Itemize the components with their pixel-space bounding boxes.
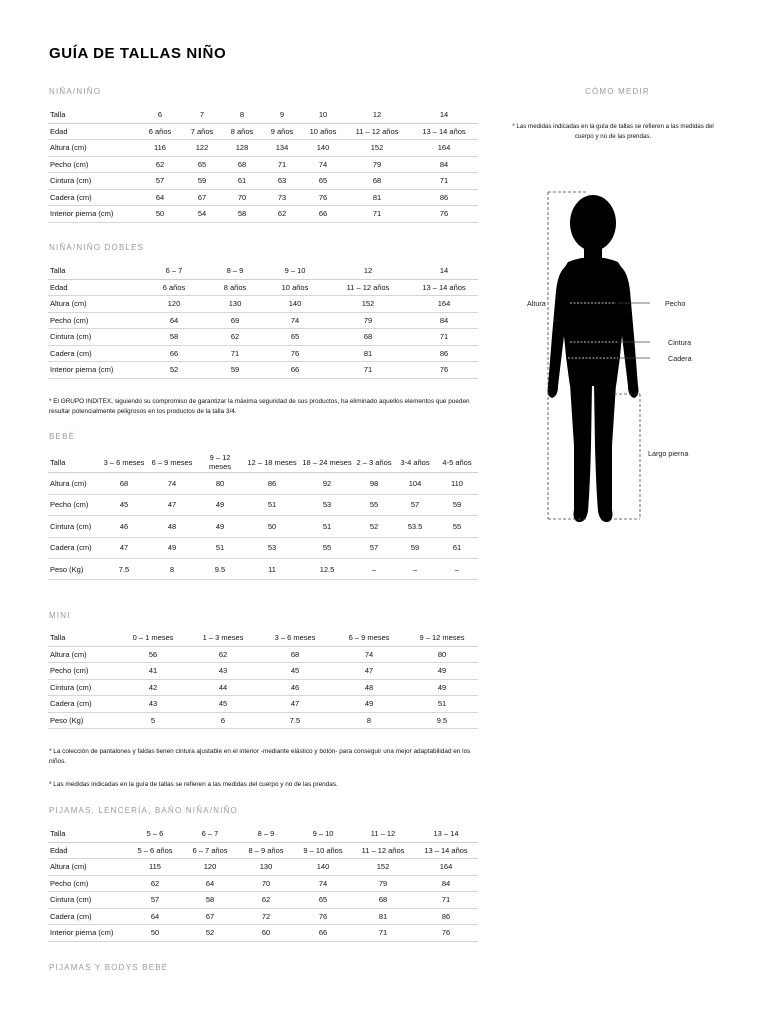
table-cell: 140 (294, 859, 352, 876)
table-row (48, 646, 478, 663)
table-header-row (48, 452, 478, 473)
table-cell: 79 (344, 156, 410, 173)
table-cell: 5 (118, 712, 188, 729)
table-cell: 49 (196, 516, 244, 537)
table-cell: 11 – 12 años (326, 279, 410, 296)
table-cell: 58 (182, 892, 238, 909)
table-cell: 66 (264, 362, 326, 379)
table-cell: 42 (118, 679, 188, 696)
table-cell: 59 (206, 362, 264, 379)
label-cintura: Cintura (668, 338, 692, 347)
table-cell: 92 (300, 473, 354, 494)
label-pecho: Pecho (665, 299, 686, 308)
table-cell: 73 (262, 189, 302, 206)
table-cell: 86 (244, 473, 300, 494)
table-row (48, 679, 478, 696)
table-cell: 11 – 12 años (344, 123, 410, 140)
table-row (48, 156, 478, 173)
note-medidas: * Las medidas indicadas en la guía de tallas se refieren a las medidas del cuerpo y no de las prendas. (49, 781, 338, 788)
table-cell: 7.5 (100, 558, 148, 579)
table-cell: 71 (262, 156, 302, 173)
table-cell: 65 (182, 156, 222, 173)
table-cell: 79 (352, 875, 414, 892)
table-cell: 140 (302, 140, 344, 157)
table-cell: 47 (148, 494, 196, 515)
table-cell: 81 (352, 908, 414, 925)
table-cell: 69 (206, 312, 264, 329)
table-cell: 128 (222, 140, 262, 157)
table-row (48, 189, 478, 206)
table-cell: 76 (410, 362, 478, 379)
table-cell: 49 (406, 663, 478, 680)
row-label: Talla (48, 107, 138, 123)
table-cell: 9.5 (406, 712, 478, 729)
table-cell: 86 (414, 908, 478, 925)
table-cell: 67 (182, 189, 222, 206)
table-cell: 130 (238, 859, 294, 876)
table-cell: 62 (238, 892, 294, 909)
table-cell: 66 (294, 925, 352, 942)
table-cell: 55 (354, 494, 394, 515)
table-cell: 68 (100, 473, 148, 494)
table-cell: 76 (410, 206, 478, 223)
section-title-pijamas-bebe: PIJAMAS Y BODYS BEBÉ (49, 963, 169, 972)
table-cell: 55 (300, 537, 354, 558)
table-cell: 5 – 6 años (128, 842, 182, 859)
table-header-row (48, 263, 478, 279)
table-cell: 152 (352, 859, 414, 876)
row-label: Talla (48, 452, 100, 473)
table-cell: 79 (326, 312, 410, 329)
table-cell: 74 (148, 473, 196, 494)
table-row (48, 516, 478, 537)
table-cell: 47 (258, 696, 332, 713)
table-cell: 98 (354, 473, 394, 494)
table-cell: 64 (182, 875, 238, 892)
table-cell: 122 (182, 140, 222, 157)
table-cell: 51 (406, 696, 478, 713)
table-cell: 52 (142, 362, 206, 379)
note-cintura: * La colección de pantalones y faldas tienen cintura ajustable en el interior -mediante elástico y botón- para conseguir una mejor adaptabilidad en los niños. (49, 748, 471, 765)
table-cell: 7.5 (258, 712, 332, 729)
column-header: 12 (344, 107, 410, 123)
table-cell: 41 (118, 663, 188, 680)
column-header: 0 – 1 meses (118, 630, 188, 646)
table-cell: 140 (264, 296, 326, 313)
column-header: 14 (410, 263, 478, 279)
column-header: 3 – 6 meses (258, 630, 332, 646)
label-cadera: Cadera (668, 354, 692, 363)
table-cell: 11 (244, 558, 300, 579)
table-row (48, 296, 478, 313)
largo-pierna-measure-line (614, 394, 640, 519)
column-header: 6 – 9 meses (332, 630, 406, 646)
column-header: 10 (302, 107, 344, 123)
column-header: 6 – 9 meses (148, 452, 196, 473)
table-cell: 68 (326, 329, 410, 346)
table-cell: 67 (182, 908, 238, 925)
table-cell: 8 (332, 712, 406, 729)
column-header: 1 – 3 meses (188, 630, 258, 646)
table-cell: 13 – 14 años (410, 123, 478, 140)
row-label: Edad (48, 842, 128, 859)
row-label: Altura (cm) (48, 296, 142, 313)
table-row (48, 696, 478, 713)
column-header: 9 – 12 meses (406, 630, 478, 646)
table-cell: 74 (332, 646, 406, 663)
section-title-pijamas: PIJAMAS, LENCERÍA, BAÑO NIÑA/NIÑO (49, 806, 238, 815)
table-cell: 71 (410, 329, 478, 346)
table-cell: 51 (300, 516, 354, 537)
table-cell: 52 (354, 516, 394, 537)
column-header: 12 – 18 meses (244, 452, 300, 473)
table-cell: 57 (354, 537, 394, 558)
table-cell: 63 (262, 173, 302, 190)
row-label: Pecho (cm) (48, 156, 138, 173)
table-row (48, 206, 478, 223)
table-cell: 65 (294, 892, 352, 909)
column-header: 7 (182, 107, 222, 123)
table-cell: 66 (142, 345, 206, 362)
column-header: 9 – 12 meses (196, 452, 244, 473)
table-cell: 50 (128, 925, 182, 942)
table-cell: 65 (264, 329, 326, 346)
table-cell: 72 (238, 908, 294, 925)
row-label: Interior pierna (cm) (48, 206, 138, 223)
column-header: 18 – 24 meses (300, 452, 354, 473)
table-cell: 130 (206, 296, 264, 313)
column-header: 8 – 9 (238, 826, 294, 842)
table-cell: 71 (414, 892, 478, 909)
table-cell: 74 (302, 156, 344, 173)
table-cell: 58 (222, 206, 262, 223)
table-row (48, 494, 478, 515)
table-row (48, 279, 478, 296)
table-cell: 74 (294, 875, 352, 892)
table-cell: 68 (344, 173, 410, 190)
table-cell: 59 (436, 494, 478, 515)
column-header: 2 – 3 años (354, 452, 394, 473)
row-label: Altura (cm) (48, 646, 118, 663)
column-header: 3 – 6 meses (100, 452, 148, 473)
row-label: Cintura (cm) (48, 329, 142, 346)
column-header: 13 – 14 (414, 826, 478, 842)
column-header: 6 (138, 107, 182, 123)
table-cell: 71 (410, 173, 478, 190)
table-cell: 62 (206, 329, 264, 346)
table-cell: 49 (332, 696, 406, 713)
table-cell: 45 (188, 696, 258, 713)
table-row (48, 558, 478, 579)
section-title-bebe: BEBÉ (49, 432, 76, 441)
table-cell: 64 (128, 908, 182, 925)
table-cell: 65 (302, 173, 344, 190)
table-cell: 71 (344, 206, 410, 223)
table-cell: 7 años (182, 123, 222, 140)
table-cell: 46 (100, 516, 148, 537)
table-row (48, 537, 478, 558)
table-mini (48, 630, 478, 729)
table-cell: 11 – 12 años (352, 842, 414, 859)
table-cell: 52 (182, 925, 238, 942)
table-cell: 57 (128, 892, 182, 909)
row-label: Pecho (cm) (48, 494, 100, 515)
table-cell: 68 (222, 156, 262, 173)
table-row (48, 875, 478, 892)
row-label: Cadera (cm) (48, 345, 142, 362)
table-cell: 10 años (264, 279, 326, 296)
table-cell: 9 – 10 años (294, 842, 352, 859)
table-cell: 61 (222, 173, 262, 190)
table-cell: 55 (436, 516, 478, 537)
row-label: Pecho (cm) (48, 312, 142, 329)
column-header: 9 (262, 107, 302, 123)
table-cell: 66 (302, 206, 344, 223)
section-title-dobles: NIÑA/NIÑO DOBLES (49, 243, 145, 252)
table-cell: 164 (410, 140, 478, 157)
table-cell: 59 (394, 537, 436, 558)
table-row (48, 329, 478, 346)
table-cell: 53 (244, 537, 300, 558)
table-cell: 76 (414, 925, 478, 942)
table-row (48, 859, 478, 876)
table-cell: 10 años (302, 123, 344, 140)
table-cell: 56 (118, 646, 188, 663)
column-header: 6 – 7 (182, 826, 238, 842)
column-header: 8 – 9 (206, 263, 264, 279)
row-label: Cadera (cm) (48, 696, 118, 713)
table-cell: 76 (264, 345, 326, 362)
table-cell: 84 (410, 312, 478, 329)
column-header: 8 (222, 107, 262, 123)
table-cell: 47 (100, 537, 148, 558)
table-row (48, 173, 478, 190)
table-cell: 104 (394, 473, 436, 494)
table-cell: 62 (138, 156, 182, 173)
row-label: Cintura (cm) (48, 173, 138, 190)
table-cell: 6 años (138, 123, 182, 140)
row-label: Interior pierna (cm) (48, 362, 142, 379)
table-cell: 60 (238, 925, 294, 942)
note-inditex: * El GRUPO INDITEX, siguiendo su compromiso de garantizar la máxima seguridad de sus productos, ha eliminado aquellos elementos que pueden resultar potencialmente peligrosos en los productos de la talla 3/4. (49, 398, 470, 415)
row-label: Interior pierna (cm) (48, 925, 128, 942)
table-header-row (48, 826, 478, 842)
table-cell: 62 (128, 875, 182, 892)
column-header: 6 – 7 (142, 263, 206, 279)
table-cell: 164 (410, 296, 478, 313)
table-cell: 54 (182, 206, 222, 223)
column-header: 11 – 12 (352, 826, 414, 842)
table-cell: 68 (258, 646, 332, 663)
table-cell: 6 años (142, 279, 206, 296)
table-cell: 64 (142, 312, 206, 329)
table-cell: 86 (410, 345, 478, 362)
row-label: Cintura (cm) (48, 679, 118, 696)
table-row (48, 345, 478, 362)
table-cell: – (394, 558, 436, 579)
table-cell: 8 (148, 558, 196, 579)
row-label: Talla (48, 826, 128, 842)
como-medir-title: CÓMO MEDIR (585, 87, 650, 96)
table-cell: 71 (352, 925, 414, 942)
table-cell: 9 años (262, 123, 302, 140)
table-cell: 76 (294, 908, 352, 925)
table-cell: 68 (352, 892, 414, 909)
table-cell: 81 (344, 189, 410, 206)
row-label: Cadera (cm) (48, 908, 128, 925)
section-title-nino: NIÑA/NIÑO (49, 87, 102, 96)
column-header: 9 – 10 (264, 263, 326, 279)
table-cell: 48 (332, 679, 406, 696)
table-row (48, 663, 478, 680)
column-header: 12 (326, 263, 410, 279)
table-cell: 50 (138, 206, 182, 223)
table-cell: 152 (326, 296, 410, 313)
table-cell: 64 (138, 189, 182, 206)
table-row (48, 712, 478, 729)
row-label: Cadera (cm) (48, 189, 138, 206)
table-cell: 115 (128, 859, 182, 876)
table-cell: 59 (182, 173, 222, 190)
row-label: Talla (48, 630, 118, 646)
table-row (48, 140, 478, 157)
table-cell: 49 (148, 537, 196, 558)
table-cell: 49 (406, 679, 478, 696)
table-cell: 13 – 14 años (410, 279, 478, 296)
table-cell: 84 (414, 875, 478, 892)
table-row (48, 473, 478, 494)
row-label: Cadera (cm) (48, 537, 100, 558)
table-cell: 8 años (206, 279, 264, 296)
table-cell: 110 (436, 473, 478, 494)
table-cell: 80 (196, 473, 244, 494)
table-row (48, 908, 478, 925)
row-label: Altura (cm) (48, 140, 138, 157)
table-cell: 74 (264, 312, 326, 329)
table-cell: 61 (436, 537, 478, 558)
como-medir-note: * Las medidas indicadas en la guía de tallas se refieren a las medidas del cuerpo y no de las prendas. (512, 123, 714, 140)
table-cell: 9.5 (196, 558, 244, 579)
table-header-row (48, 107, 478, 123)
table-cell: 45 (100, 494, 148, 515)
table-cell: – (354, 558, 394, 579)
label-largo-pierna: Largo pierna (648, 449, 689, 458)
table-cell: 49 (196, 494, 244, 515)
table-cell: 6 – 7 años (182, 842, 238, 859)
table-cell: 120 (142, 296, 206, 313)
row-label: Edad (48, 279, 142, 296)
column-header: 5 – 6 (128, 826, 182, 842)
row-label: Cintura (cm) (48, 892, 128, 909)
row-label: Pecho (cm) (48, 663, 118, 680)
table-cell: 45 (258, 663, 332, 680)
table-bebe (48, 452, 478, 580)
table-cell: 53 (300, 494, 354, 515)
table-cell: 134 (262, 140, 302, 157)
table-row (48, 842, 478, 859)
table-nino (48, 107, 478, 223)
table-cell: 116 (138, 140, 182, 157)
table-cell: 43 (188, 663, 258, 680)
label-altura: Altura (527, 299, 546, 308)
table-cell: 76 (302, 189, 344, 206)
table-cell: 70 (238, 875, 294, 892)
table-cell: 164 (414, 859, 478, 876)
row-label: Pecho (cm) (48, 875, 128, 892)
section-title-mini: MINI (49, 611, 71, 620)
table-cell: 57 (138, 173, 182, 190)
table-cell: 8 – 9 años (238, 842, 294, 859)
table-row (48, 892, 478, 909)
row-label: Altura (cm) (48, 859, 128, 876)
table-cell: 81 (326, 345, 410, 362)
table-row (48, 123, 478, 140)
table-cell: 48 (148, 516, 196, 537)
table-row (48, 925, 478, 942)
table-cell: 70 (222, 189, 262, 206)
table-cell: 84 (410, 156, 478, 173)
column-header: 3-4 años (394, 452, 436, 473)
table-cell: 53.5 (394, 516, 436, 537)
row-label: Peso (Kg) (48, 558, 100, 579)
table-cell: – (436, 558, 478, 579)
table-cell: 80 (406, 646, 478, 663)
column-header: 9 – 10 (294, 826, 352, 842)
table-header-row (48, 630, 478, 646)
table-cell: 44 (188, 679, 258, 696)
table-cell: 6 (188, 712, 258, 729)
table-cell: 62 (262, 206, 302, 223)
table-cell: 50 (244, 516, 300, 537)
page-title: GUÍA DE TALLAS NIÑO (49, 45, 227, 62)
table-cell: 57 (394, 494, 436, 515)
table-cell: 46 (258, 679, 332, 696)
column-header: 14 (410, 107, 478, 123)
row-label: Altura (cm) (48, 473, 100, 494)
table-cell: 51 (244, 494, 300, 515)
table-cell: 43 (118, 696, 188, 713)
row-label: Cintura (cm) (48, 516, 100, 537)
table-cell: 152 (344, 140, 410, 157)
row-label: Peso (Kg) (48, 712, 118, 729)
row-label: Edad (48, 123, 138, 140)
child-silhouette-icon (548, 195, 639, 522)
table-cell: 47 (332, 663, 406, 680)
table-cell: 8 años (222, 123, 262, 140)
table-cell: 71 (326, 362, 410, 379)
table-dobles (48, 263, 478, 379)
table-row (48, 362, 478, 379)
table-cell: 12.5 (300, 558, 354, 579)
table-cell: 62 (188, 646, 258, 663)
table-cell: 13 – 14 años (414, 842, 478, 859)
table-cell: 120 (182, 859, 238, 876)
table-row (48, 312, 478, 329)
table-cell: 86 (410, 189, 478, 206)
table-cell: 71 (206, 345, 264, 362)
table-cell: 51 (196, 537, 244, 558)
row-label: Talla (48, 263, 142, 279)
column-header: 4-5 años (436, 452, 478, 473)
table-pijamas (48, 826, 478, 942)
table-cell: 58 (142, 329, 206, 346)
